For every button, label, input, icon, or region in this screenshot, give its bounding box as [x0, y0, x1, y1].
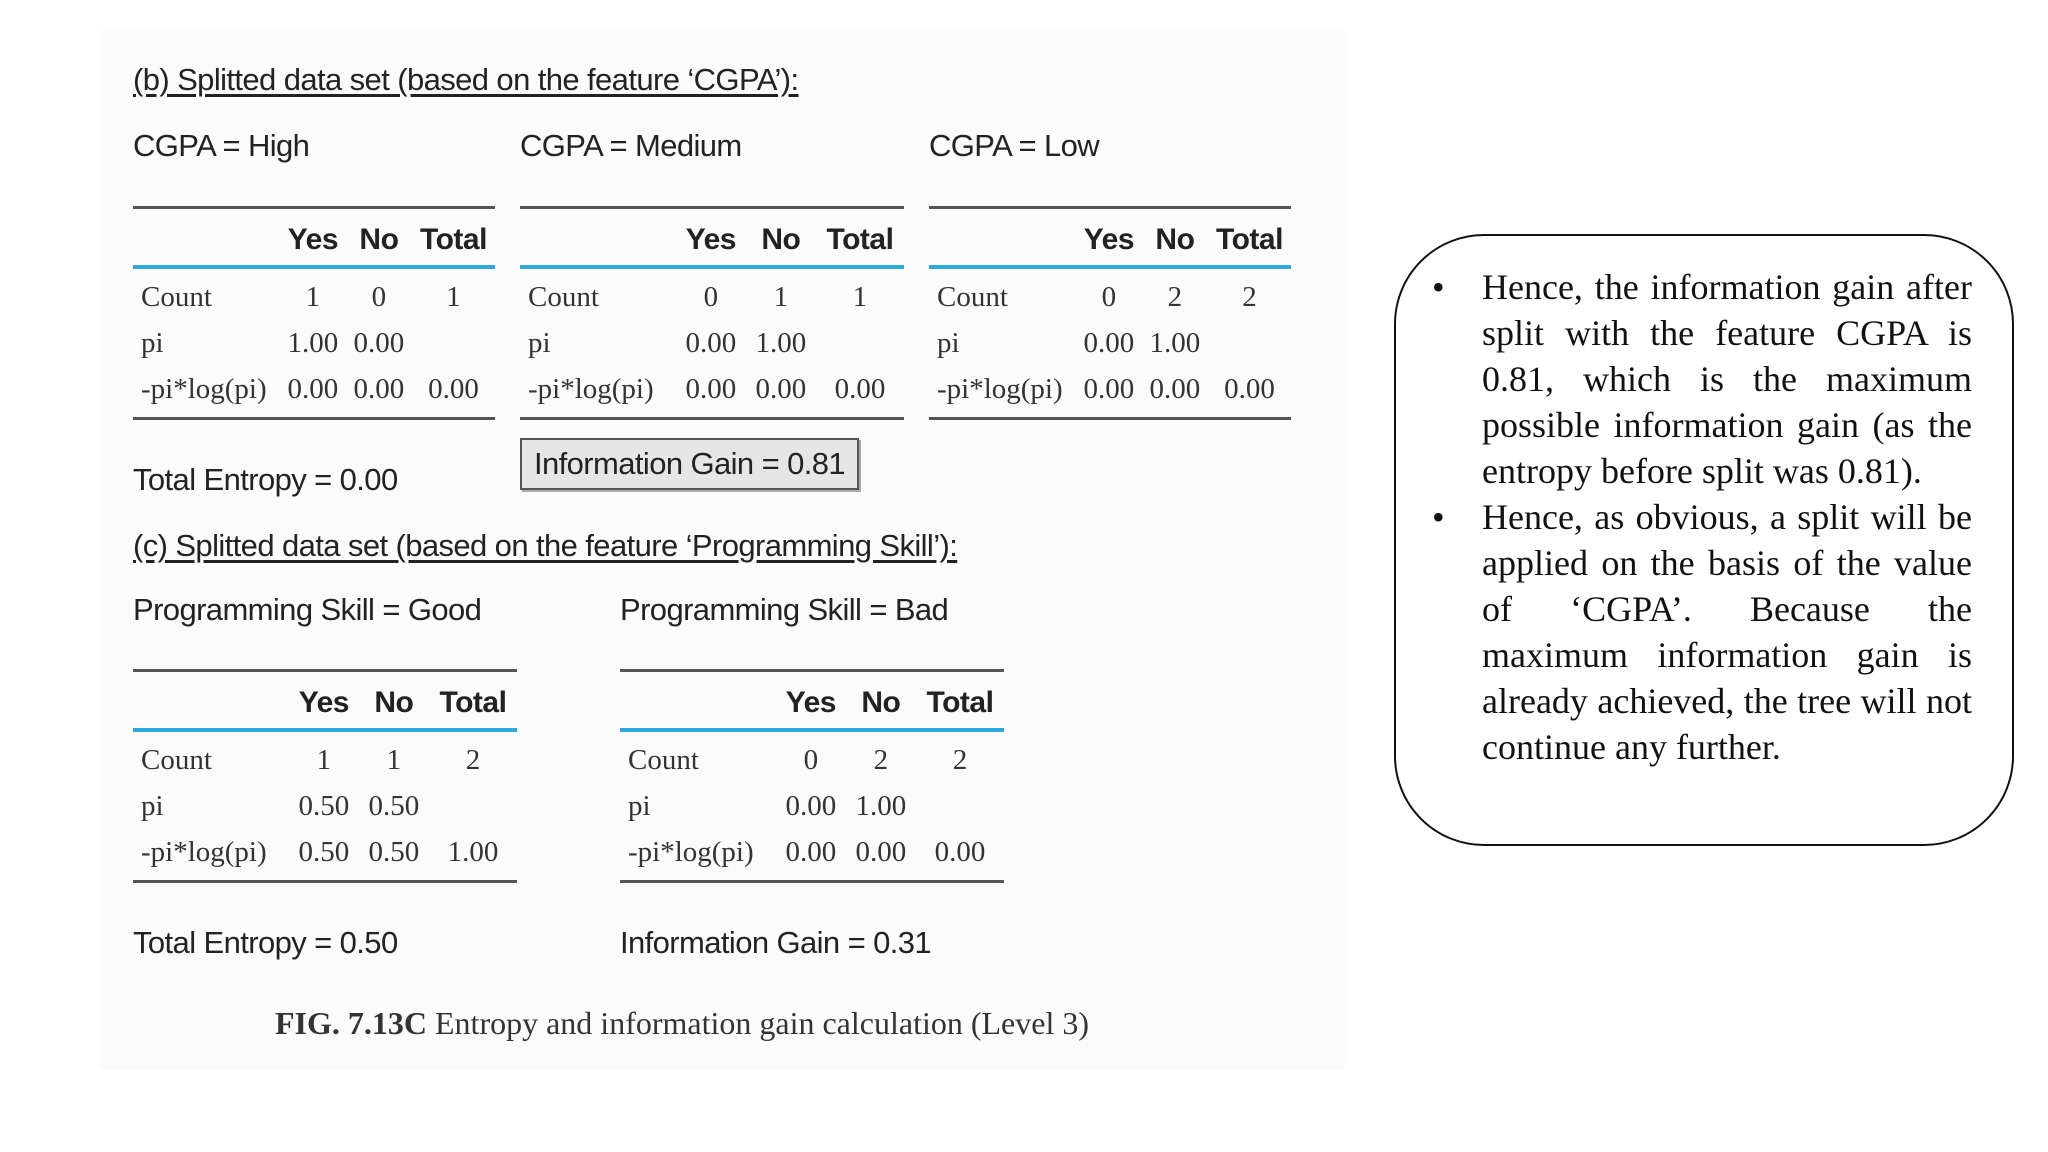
row-label: Count	[528, 280, 599, 313]
row-label: -pi*log(pi)	[141, 372, 267, 405]
table-cell: 1	[773, 280, 789, 313]
table-cell: 0.00	[685, 326, 737, 359]
table-cell: 0.00	[1083, 326, 1135, 359]
figure-caption	[275, 1005, 1089, 1042]
subset-title-cgpa-medium: CGPA = Medium	[520, 128, 742, 163]
row-label: -pi*log(pi)	[628, 835, 754, 868]
header-cell: Yes	[280, 208, 346, 268]
table-cgpa-low	[929, 206, 1291, 420]
table-cell: 0	[1101, 280, 1117, 313]
table-row	[620, 829, 1004, 882]
table-row	[520, 320, 904, 366]
table-cell: 0.00	[1083, 372, 1135, 405]
table-row	[133, 730, 517, 783]
table-cell: 0.00	[1224, 372, 1275, 405]
header-cell: No	[346, 208, 412, 268]
information-gain-skill: Information Gain = 0.31	[620, 925, 932, 960]
table-row	[520, 366, 904, 419]
header-cell	[929, 208, 1076, 268]
table-cell: 1.00	[447, 835, 499, 868]
row-label: -pi*log(pi)	[528, 372, 654, 405]
header-cell	[520, 208, 676, 268]
bullet-icon: •	[1432, 497, 1445, 537]
header-cell: Total	[429, 671, 517, 731]
row-label: Count	[141, 743, 212, 776]
table-header-row	[620, 671, 1004, 731]
row-label: Count	[937, 280, 1008, 313]
table-cell: 2	[952, 743, 968, 776]
table-row	[520, 267, 904, 320]
table-cell: 0.50	[368, 835, 420, 868]
table-cell: 1.00	[1149, 326, 1201, 359]
row-label: Count	[141, 280, 212, 313]
table-cell: 0	[703, 280, 719, 313]
table-cell: 2	[465, 743, 481, 776]
table-header-row	[133, 208, 495, 268]
header-cell: Yes	[1076, 208, 1142, 268]
bullet-icon: •	[1432, 267, 1445, 307]
total-entropy-cgpa: Total Entropy = 0.00	[133, 462, 398, 497]
table-cell: 1.00	[287, 326, 339, 359]
table-cell: 2	[1242, 280, 1257, 313]
header-cell: Total	[916, 671, 1004, 731]
header-cell	[133, 671, 289, 731]
note-text: Hence, the information gain after split with the feature CGPA is 0.81, which is the maximum possible information gain (as the entropy before split was 0.81).	[1482, 267, 1972, 491]
header-cell: No	[359, 671, 429, 731]
header-cell: No	[846, 671, 916, 731]
table-cell	[412, 320, 495, 366]
row-label: -pi*log(pi)	[141, 835, 267, 868]
note-item	[1432, 264, 1972, 494]
header-cell: Total	[412, 208, 495, 268]
table-cell: 0	[371, 280, 387, 313]
notes-box	[1394, 234, 2014, 846]
table-cgpa-high	[133, 206, 495, 420]
table-header-row	[929, 208, 1291, 268]
table-row	[929, 366, 1291, 419]
header-cell: Yes	[676, 208, 746, 268]
note-item	[1432, 494, 1972, 770]
section-b-title: (b) Splitted data set (based on the feature ‘CGPA’):	[133, 62, 799, 97]
table-cell: 0.00	[287, 372, 339, 405]
information-gain-cgpa-box: Information Gain = 0.81	[520, 438, 859, 490]
row-label: pi	[528, 326, 551, 359]
figure-caption-label: FIG. 7.13C	[275, 1005, 427, 1041]
table-header-row	[520, 208, 904, 268]
table-cell: 1	[446, 280, 461, 313]
table-cell: 1	[386, 743, 402, 776]
subset-title-skill-bad: Programming Skill = Bad	[620, 592, 949, 627]
header-cell	[620, 671, 776, 731]
table-cell	[916, 783, 1004, 829]
row-label: pi	[141, 326, 164, 359]
note-text: Hence, as obvious, a split will be applied on the basis of the value of ‘CGPA’. Because the maximum information gain is already achieved, the tree will not continue any further.	[1482, 497, 1972, 767]
table-row	[620, 730, 1004, 783]
row-label: pi	[141, 789, 164, 822]
table-row	[133, 783, 517, 829]
table-cell: 2	[873, 743, 889, 776]
table-row	[620, 783, 1004, 829]
table-row	[133, 267, 495, 320]
header-cell: No	[1142, 208, 1208, 268]
header-cell: No	[746, 208, 816, 268]
table-cell: 0.00	[353, 326, 405, 359]
row-label: -pi*log(pi)	[937, 372, 1063, 405]
table-cell: 0.00	[785, 789, 837, 822]
table-cell: 1.00	[855, 789, 907, 822]
table-row	[133, 829, 517, 882]
table-cell: 0.00	[1149, 372, 1201, 405]
table-cell: 0.00	[855, 835, 907, 868]
table-row	[929, 320, 1291, 366]
table-cell: 0.00	[934, 835, 986, 868]
table-cell	[816, 320, 904, 366]
header-cell	[133, 208, 280, 268]
table-cell: 1	[852, 280, 868, 313]
table-cell: 0.00	[785, 835, 837, 868]
table-skill-good	[133, 669, 517, 883]
table-cell: 0.50	[298, 835, 350, 868]
table-cell: 1	[316, 743, 332, 776]
row-label: pi	[628, 789, 651, 822]
table-row	[133, 366, 495, 419]
subset-title-skill-good: Programming Skill = Good	[133, 592, 482, 627]
section-c-title: (c) Splitted data set (based on the feature ‘Programming Skill’):	[133, 528, 958, 563]
table-cell: 0	[803, 743, 819, 776]
notes-list	[1432, 264, 1972, 770]
table-cell: 0.00	[685, 372, 737, 405]
subset-title-cgpa-high: CGPA = High	[133, 128, 310, 163]
table-skill-bad	[620, 669, 1004, 883]
table-cell: 0.50	[298, 789, 350, 822]
header-cell: Yes	[776, 671, 846, 731]
header-cell: Yes	[289, 671, 359, 731]
table-cell: 1	[305, 280, 321, 313]
table-cell: 2	[1167, 280, 1183, 313]
table-row	[133, 320, 495, 366]
table-row	[929, 267, 1291, 320]
table-cell	[1208, 320, 1291, 366]
table-cell: 0.00	[834, 372, 886, 405]
table-cgpa-medium	[520, 206, 904, 420]
header-cell: Total	[1208, 208, 1291, 268]
figure-caption-text: Entropy and information gain calculation (Level 3)	[427, 1005, 1089, 1041]
table-header-row	[133, 671, 517, 731]
table-cell: 0.00	[353, 372, 405, 405]
row-label: Count	[628, 743, 699, 776]
row-label: pi	[937, 326, 960, 359]
header-cell: Total	[816, 208, 904, 268]
table-cell: 0.00	[755, 372, 807, 405]
table-cell: 0.50	[368, 789, 420, 822]
subset-title-cgpa-low: CGPA = Low	[929, 128, 1100, 163]
table-cell	[429, 783, 517, 829]
table-cell: 0.00	[428, 372, 479, 405]
total-entropy-skill: Total Entropy = 0.50	[133, 925, 398, 960]
table-cell: 1.00	[755, 326, 807, 359]
